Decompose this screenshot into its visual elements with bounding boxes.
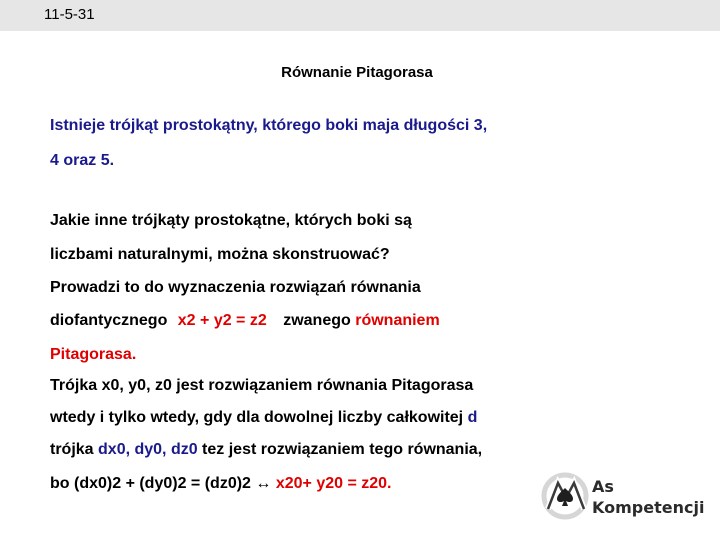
text-line-1: Istnieje trójkąt prostokątny, którego boki maja długości 3, xyxy=(50,117,488,134)
text-line-6 xyxy=(50,311,440,331)
equation-result: x20+ y20 = z20. xyxy=(275,475,392,492)
text-line-2: 4 oraz 5. xyxy=(50,152,115,169)
text-tez: tez jest rozwiązaniem tego równania, xyxy=(197,441,483,458)
text-line-3: Jakie inne trójkąty prostokątne, których boki są xyxy=(50,212,412,229)
text-d: d xyxy=(467,409,478,426)
text-line-9 xyxy=(50,408,477,428)
text-zwanego: zwanego xyxy=(283,312,356,329)
text-triple: dx0, dy0, dz0 xyxy=(98,441,198,458)
logo-wordmark xyxy=(592,476,704,518)
text-line-4: liczbami naturalnymi, można skonstruować? xyxy=(50,246,390,263)
logo-line-as: As xyxy=(592,477,614,496)
text-trojka: trójka xyxy=(50,441,99,458)
header-bar xyxy=(0,0,720,31)
text-bo: bo (dx0)2 + (dy0)2 = (dz0)2 xyxy=(50,475,256,492)
text-wtedy: wtedy i tylko wtedy, gdy dla dowolnej liczby całkowitej xyxy=(50,409,468,426)
text-rownaniem: równaniem xyxy=(355,312,440,329)
text-diofantycznego: diofantycznego xyxy=(50,312,172,329)
equation-pythagoras: x2 + y2 = z2 xyxy=(177,312,267,329)
slide-date: 11-5-31 xyxy=(44,6,95,23)
logo-line-kompetencji: Kompetencji xyxy=(592,498,705,517)
slide-title: Równanie Pitagorasa xyxy=(281,64,433,81)
text-line-7: Pitagorasa. xyxy=(50,346,137,363)
text-line-8: Trójka x0, y0, z0 jest rozwiązaniem równania Pitagorasa xyxy=(50,377,474,394)
text-line-10 xyxy=(50,440,482,460)
equivalence-arrow: ↔ xyxy=(255,475,272,492)
text-line-11 xyxy=(50,474,392,494)
text-line-5: Prowadzi to do wyznaczenia rozwiązań równania xyxy=(50,279,421,296)
